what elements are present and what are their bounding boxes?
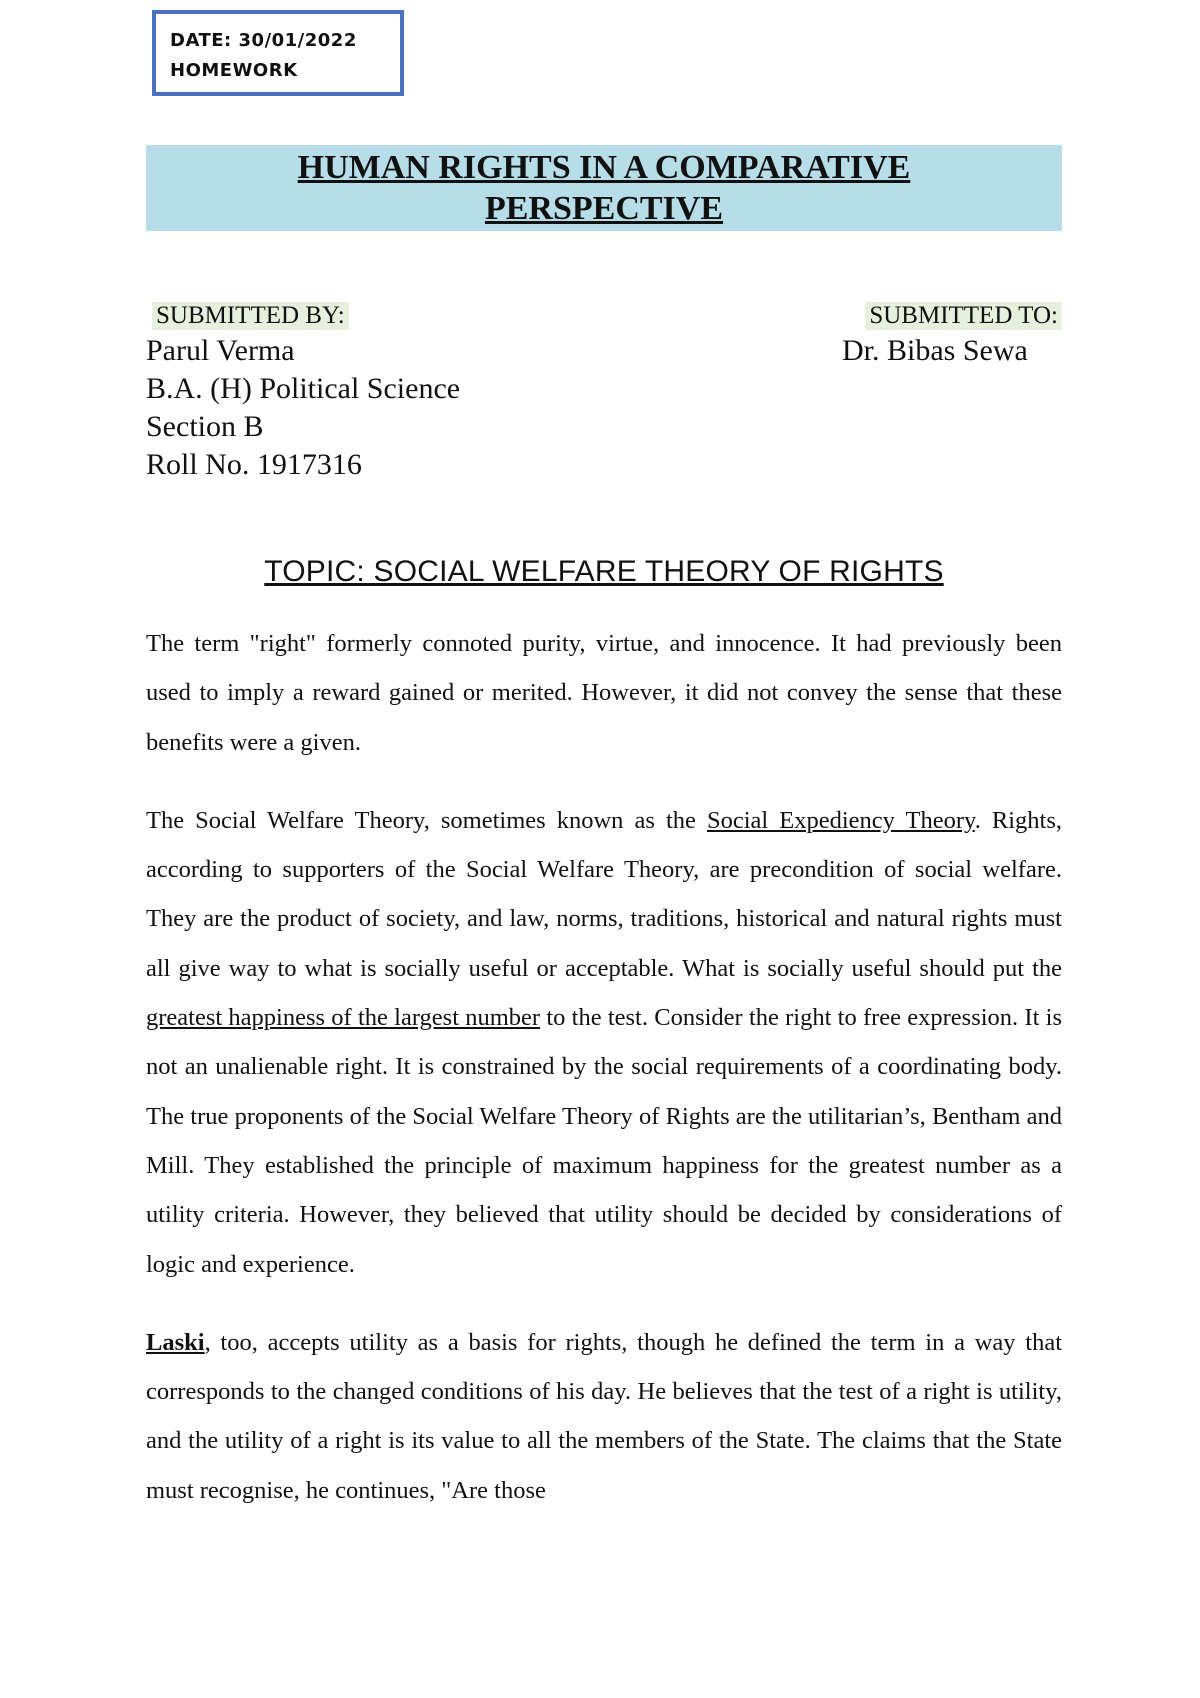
submitted-by-details <box>146 332 460 484</box>
social-expediency-term: Social Expediency Theory <box>706 806 975 834</box>
teacher-name: Dr. Bibas Sewa <box>842 334 1028 367</box>
date-box <box>152 10 404 96</box>
paragraph-2-part-b: . Rights, according to supporters of the Social Welfare Theory, are precondition of social welfare. They are the product of society, and law, norms, traditions, historical and natural rights must all give way to what is socially useful or acceptable. What is socially useful should put the <box>146 806 1062 982</box>
homework-label: HOMEWORK <box>170 60 298 81</box>
paragraph-1: The term "right" formerly connoted purity, virtue, and innocence. It had previously been used to imply a reward gained or merited. However, it did not convey the sense that these benefits were a given. <box>146 630 1062 756</box>
paragraph-2-part-c: to the test. Consider the right to free expression. It is not an unalienable right. It is constrained by the social requirements of a coordinating body. The true proponents of the Social Welfare Theory of Rights are the utilitarian’s, Bentham and Mill. They established the principle of maximum happiness for the greatest number as a utility criteria. However, they believed that utility should be decided by considerations of logic and experience. <box>146 1004 1062 1278</box>
submitted-to-heading: SUBMITTED TO: <box>865 302 1062 330</box>
student-name: Parul Verma <box>146 334 295 367</box>
date-text: DATE: 30/01/2022 <box>170 30 357 51</box>
student-section: Section B <box>146 410 264 443</box>
student-course: B.A. (H) Political Science <box>146 372 461 405</box>
paragraph-2 <box>146 796 1062 1289</box>
title-line-1: HUMAN RIGHTS IN A COMPARATIVE <box>297 149 911 186</box>
student-roll: Roll No. 1917316 <box>146 448 362 481</box>
topic-heading: TOPIC: SOCIAL WELFARE THEORY OF RIGHTS <box>264 555 944 588</box>
laski-name: Laski <box>146 1328 205 1356</box>
submitted-by-heading: SUBMITTED BY: <box>152 302 349 330</box>
document-body <box>146 619 1062 1544</box>
paragraph-3-text: , too, accepts utility as a basis for rights, though he defined the term in a way that corresponds to the changed conditions of his day. He believes that the test of a right is utility, and the utility of a right is its value to all the members of the State. The claims that the State must recognise, he continues, "Are those <box>146 1328 1062 1504</box>
paragraph-3 <box>146 1318 1062 1515</box>
title-line-2: PERSPECTIVE <box>484 190 724 227</box>
submitted-to-details <box>842 332 1028 370</box>
title-banner <box>146 145 1062 231</box>
paragraph-2-part-a: The Social Welfare Theory, sometimes known as the <box>146 806 707 834</box>
greatest-happiness-term: greatest happiness of the largest number <box>146 1004 541 1032</box>
